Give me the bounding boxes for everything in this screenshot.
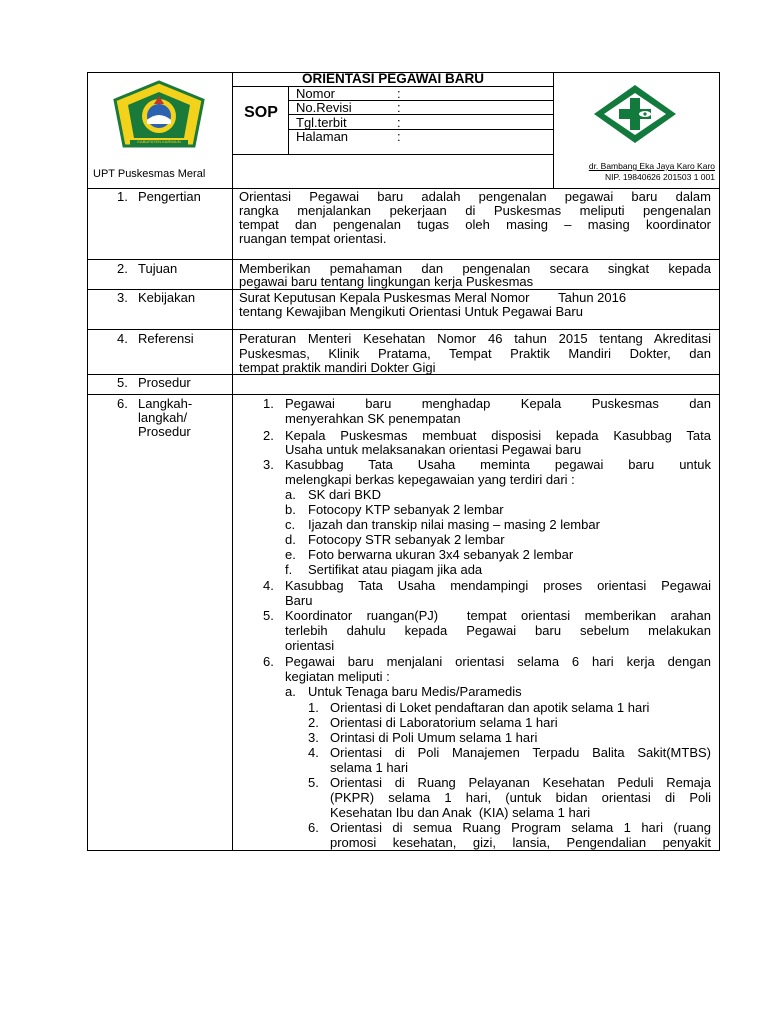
- kebijakan-text: tentang Kewajiban Mengikuti Orientasi Untuk Pegawai Baru: [239, 304, 583, 319]
- orientation-item: Orintasi di Poli Umum selama 1 hari: [330, 730, 538, 745]
- orientation-item: Orientasi di Laboratorium selama 1 hari: [330, 715, 558, 730]
- document-item: Sertifikat atau piagam jika ada: [308, 562, 483, 577]
- orientation-item: Orientasi di Poli Manajemen Terpadu Balita Sakit(MTBS): [330, 745, 711, 760]
- step-text: terlebih dahulu kepada Pegawai baru sebelum melakukan: [285, 623, 711, 638]
- emblem-caption: KABUPATEN KARIMUN: [137, 139, 181, 144]
- step-number: 4.: [263, 578, 274, 593]
- signer-nip: NIP. 19840626 201503 1 001: [605, 172, 715, 182]
- meta-sep: :: [397, 129, 401, 144]
- referensi-text: Peraturan Menteri Kesehatan Nomor 46 tahun 2015 tentang Akreditasi: [239, 331, 711, 346]
- sub-letter: a.: [285, 684, 296, 699]
- document-letter: d.: [285, 532, 296, 547]
- sop-divider: [288, 86, 289, 154]
- section-label-langkah: langkah/: [138, 410, 188, 425]
- referensi-text: tempat praktik mandiri Dokter Gigi: [239, 360, 436, 375]
- orientation-item: Orientasi di semua Ruang Program selama 1 hari (ruang: [330, 820, 711, 835]
- step-text: Pegawai baru menghadap Kepala Puskesmas dan: [285, 396, 711, 411]
- step-text: orientasi: [285, 638, 335, 653]
- step-number: 2.: [263, 428, 274, 443]
- referensi-text: Puskesmas, Klinik Pratama, Tempat Praktik Mandiri Dokter, dan: [239, 346, 711, 361]
- sop-label: SOP: [244, 104, 278, 121]
- step-number: 5.: [263, 608, 274, 623]
- row-line: [87, 394, 720, 395]
- orientation-number: 2.: [308, 715, 319, 730]
- section-number: 1.: [117, 189, 128, 204]
- kabupaten-emblem-logo: [110, 80, 208, 150]
- meta-label-terbit: Tgl.terbit: [296, 115, 347, 130]
- step-text: Koordinator ruangan(PJ) tempat orientasi memberikan arahan: [285, 608, 711, 623]
- orientation-number: 4.: [308, 745, 319, 760]
- orientation-number: 6.: [308, 820, 319, 835]
- section-number: 6.: [117, 396, 128, 411]
- section-number: 4.: [117, 331, 128, 346]
- meta-sep: :: [397, 100, 401, 115]
- section-label-referensi: Referensi: [138, 331, 194, 346]
- orientation-item: Orientasi di Loket pendaftaran dan apotik selama 1 hari: [330, 700, 650, 715]
- meta-label-halaman: Halaman: [296, 129, 349, 144]
- title-underline: [232, 86, 554, 87]
- row-line: [87, 329, 720, 330]
- document-letter: a.: [285, 487, 296, 502]
- document-item: SK dari BKD: [308, 487, 381, 502]
- pengertian-text: rangka menjalankan pekerjaan di Puskesmas meliputi pengenalan: [239, 203, 711, 218]
- orientation-item: (PKPR) selama 1 hari, (untuk bidan orientasi di Poli: [330, 790, 711, 805]
- kebijakan-text: Surat Keputusan Kepala Puskesmas Meral Nomor Tahun 2016: [239, 290, 627, 305]
- section-label-tujuan: Tujuan: [138, 261, 178, 276]
- orientation-number: 1.: [308, 700, 319, 715]
- puskesmas-cross-logo: [592, 83, 678, 145]
- step-text: Pegawai baru menjalani orientasi selama 6 hari kerja dengan: [285, 654, 711, 669]
- section-label-pengertian: Pengertian: [138, 189, 201, 204]
- section-label-kebijakan: Kebijakan: [138, 290, 196, 305]
- document-item: Fotocopy STR sebanyak 2 lembar: [308, 532, 505, 547]
- pengertian-text: tempat dan pengenalan tugas oleh masing – masing koordinator: [239, 217, 711, 232]
- document-letter: b.: [285, 502, 296, 517]
- step-number: 3.: [263, 457, 274, 472]
- document-item: Ijazah dan transkip nilai masing – masing 2 lembar: [308, 517, 600, 532]
- tujuan-text: pegawai baru tentang lingkungan kerja Puskesmas: [239, 274, 534, 289]
- step-number: 1.: [263, 396, 274, 411]
- tujuan-text: Memberikan pemahaman dan pengenalan secara singkat kepada: [239, 261, 711, 276]
- section-label-langkah: Langkah-: [138, 396, 193, 411]
- table-border-bottom: [87, 850, 720, 851]
- step-text: Baru: [285, 593, 313, 608]
- unit-name: UPT Puskesmas Meral: [93, 168, 206, 180]
- step-text: menyerahkan SK penempatan: [285, 411, 461, 426]
- document-item: Foto berwarna ukuran 3x4 sebanyak 2 lembar: [308, 547, 574, 562]
- orientation-item: promosi kesehatan, gizi, lansia, Pengendalian penyakit: [330, 835, 711, 850]
- orientation-number: 5.: [308, 775, 319, 790]
- step-text: kegiatan meliputi :: [285, 669, 390, 684]
- signer-name: dr. Bambang Eka Jaya Karo Karo: [588, 161, 715, 171]
- meta-label-revisi: No.Revisi: [296, 100, 352, 115]
- step-number: 6.: [263, 654, 274, 669]
- section-number: 5.: [117, 375, 128, 390]
- row-line: [87, 259, 720, 260]
- step-text: melengkapi berkas kepegawaian yang terdiri dari :: [285, 472, 575, 487]
- step-text: Kasubbag Tata Usaha meminta pegawai baru untuk: [285, 457, 711, 472]
- header-middle-line: [232, 154, 554, 155]
- meta-sep: :: [397, 115, 401, 130]
- section-number: 3.: [117, 290, 128, 305]
- orientation-item: Orientasi di Ruang Pelayanan Kesehatan Peduli Remaja: [330, 775, 711, 790]
- orientation-number: 3.: [308, 730, 319, 745]
- pengertian-text: ruangan tempat orientasi.: [239, 231, 387, 246]
- pengertian-text: Orientasi Pegawai baru adalah pengenalan pegawai baru dalam: [239, 189, 711, 204]
- document-letter: c.: [285, 517, 296, 532]
- sub-heading: Untuk Tenaga baru Medis/Paramedis: [308, 684, 522, 699]
- section-label-langkah: Prosedur: [138, 424, 191, 439]
- section-number: 2.: [117, 261, 128, 276]
- step-text: Usaha untuk melaksanakan orientasi Pegawai baru: [285, 442, 582, 457]
- step-text: Kasubbag Tata Usaha mendampingi proses orientasi Pegawai: [285, 578, 711, 593]
- step-text: Kepala Puskesmas membuat disposisi kepada Kasubbag Tata: [285, 428, 711, 443]
- meta-sep: :: [397, 86, 401, 101]
- document-letter: f.: [285, 562, 293, 577]
- orientation-item: Kesehatan Ibu dan Anak (KIA) selama 1 hari: [330, 805, 591, 820]
- document-letter: e.: [285, 547, 296, 562]
- section-label-prosedur: Prosedur: [138, 375, 191, 390]
- document-title: ORIENTASI PEGAWAI BARU: [301, 71, 484, 86]
- orientation-item: selama 1 hari: [330, 760, 409, 775]
- meta-label-nomor: Nomor: [296, 86, 336, 101]
- document-item: Fotocopy KTP sebanyak 2 lembar: [308, 502, 504, 517]
